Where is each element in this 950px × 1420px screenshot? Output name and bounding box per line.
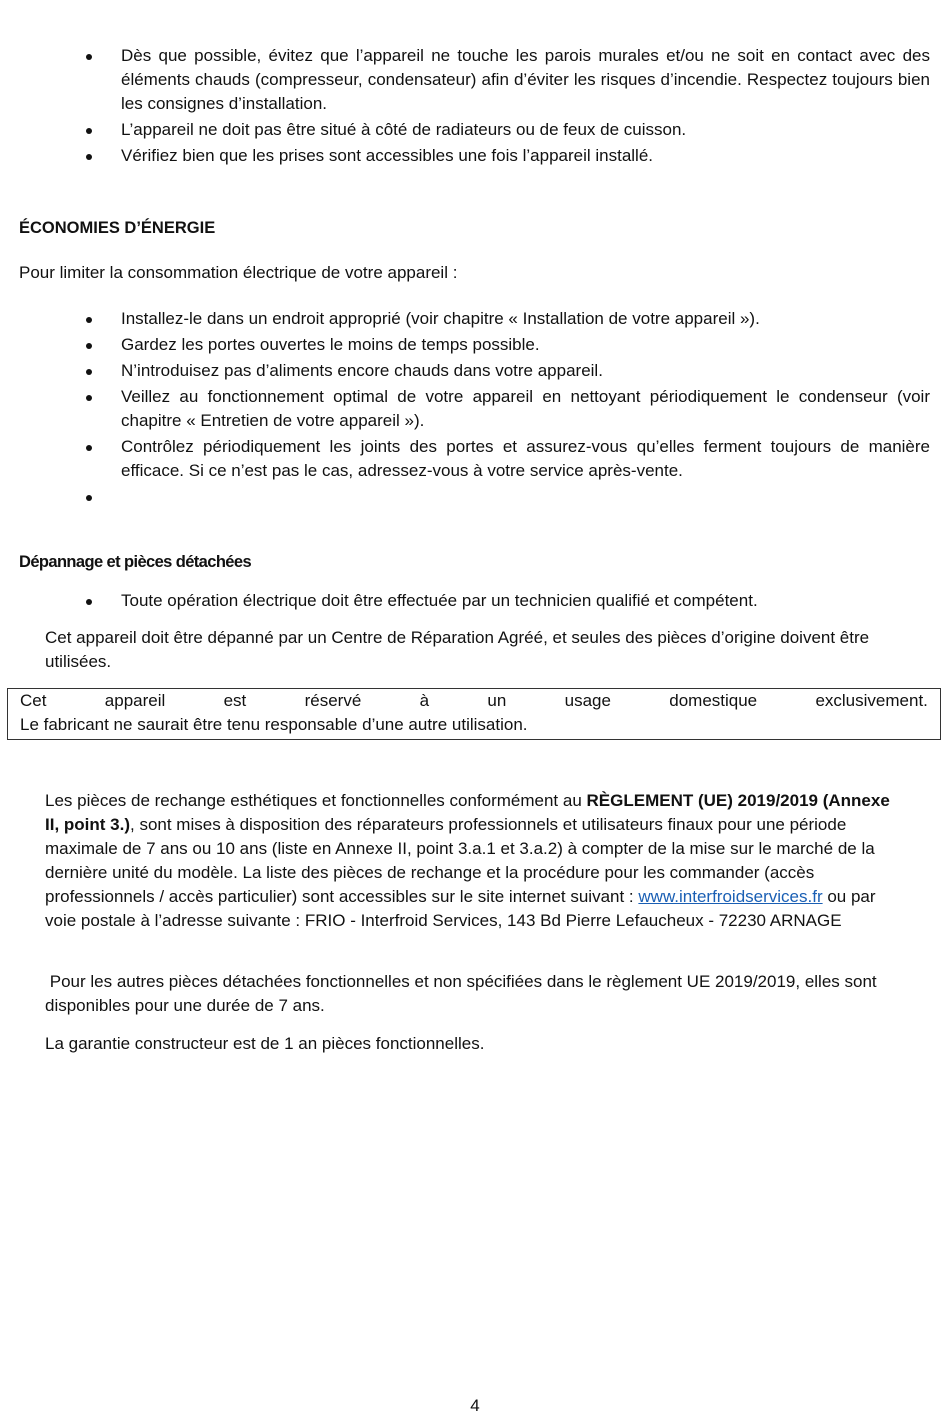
bullet-icon bbox=[86, 495, 92, 501]
bullet-icon bbox=[86, 154, 92, 160]
list-item: Toute opération électrique doit être effectuée par un technicien qualifié et compétent. bbox=[0, 589, 950, 613]
list-item: Gardez les portes ouvertes le moins de temps possible. bbox=[0, 333, 950, 357]
page-number: 4 bbox=[470, 1396, 480, 1415]
bullet-icon bbox=[86, 317, 92, 323]
energy-bullets bbox=[0, 307, 950, 509]
repair-section-title: Dépannage et pièces détachées bbox=[19, 553, 252, 571]
list-item: Dès que possible, évitez que l’appareil ne touche les parois murales et/ou ne soit en contact avec des éléments chauds (compresseur, condensateur) afin d’éviter les risques d’incendie. Respectez toujours bien les consignes d’installation. bbox=[0, 44, 950, 116]
installation-bullets bbox=[0, 44, 950, 168]
bullet-icon bbox=[86, 128, 92, 134]
list-item: L’appareil ne doit pas être situé à côté de radiateurs ou de feux de cuisson. bbox=[0, 118, 950, 142]
list-item: Installez-le dans un endroit approprié (voir chapitre « Installation de votre appareil »). bbox=[0, 307, 950, 331]
list-item: Vérifiez bien que les prises sont accessibles une fois l’appareil installé. bbox=[0, 144, 950, 168]
other-parts-paragraph: Pour les autres pièces détachées fonctionnelles et non spécifiées dans le règlement UE 2019/2019, elles sont disponibles pour une durée de 7 ans. bbox=[45, 972, 882, 1015]
list-item: N’introduisez pas d’aliments encore chauds dans votre appareil. bbox=[0, 359, 950, 383]
bullet-icon bbox=[86, 395, 92, 401]
energy-section-title: ÉCONOMIES D’ÉNERGIE bbox=[19, 219, 216, 237]
energy-intro: Pour limiter la consommation électrique de votre appareil : bbox=[19, 263, 458, 282]
domestic-use-notice bbox=[7, 688, 941, 740]
interfroid-website-link[interactable]: www.interfroidservices.fr bbox=[638, 887, 823, 906]
notice-line-2: Le fabricant ne saurait être tenu responsable d’une autre utilisation. bbox=[20, 715, 528, 734]
list-item: Veillez au fonctionnement optimal de votre appareil en nettoyant périodiquement le condenseur (voir chapitre « Entretien de votre appareil »). bbox=[0, 385, 950, 433]
bullet-icon bbox=[86, 445, 92, 451]
list-item: Contrôlez périodiquement les joints des portes et assurez-vous qu’elles ferment toujours de manière efficace. Si ce n’est pas le cas, adressez-vous à votre service après-vente. bbox=[0, 435, 950, 483]
bullet-icon bbox=[86, 599, 92, 605]
warranty-paragraph: La garantie constructeur est de 1 an pièces fonctionnelles. bbox=[45, 1034, 485, 1053]
bullet-icon bbox=[86, 54, 92, 60]
list-item bbox=[0, 485, 950, 509]
spare-parts-paragraph: Les pièces de rechange esthétiques et fonctionnelles conformément au RÈGLEMENT (UE) 2019/2019 (Annexe II, point 3.), sont mises à disposition des réparateurs professionnels et utilisateurs finaux pour une période maximale de 7 ans ou 10 ans (liste en Annexe II, point 3.a.1 et 3.a.2) à compter de la mise sur le marché de la dernière unité du modèle. La liste des pièces de rechange et la procédure pour les commander (accès professionnels / accès particulier) sont accessibles sur le site internet suivant : www.interfroidservices.fr ou par voie postale à l’adresse suivante : FRIO - Interfroid Services, 143 Bd Pierre Lefaucheux - 72230 ARNAGE bbox=[45, 791, 890, 930]
repair-bullets bbox=[0, 589, 950, 613]
regulation-reference: RÈGLEMENT (UE) 2019/2019 (Annexe II, point 3.) bbox=[45, 791, 890, 834]
notice-line-1: Cet appareil est réservé à un usage domestique exclusivement. bbox=[20, 691, 928, 710]
repair-paragraph: Cet appareil doit être dépanné par un Centre de Réparation Agréé, et seules des pièces d’origine doivent être utilisées. bbox=[45, 628, 870, 671]
bullet-icon bbox=[86, 369, 92, 375]
bullet-icon bbox=[86, 343, 92, 349]
